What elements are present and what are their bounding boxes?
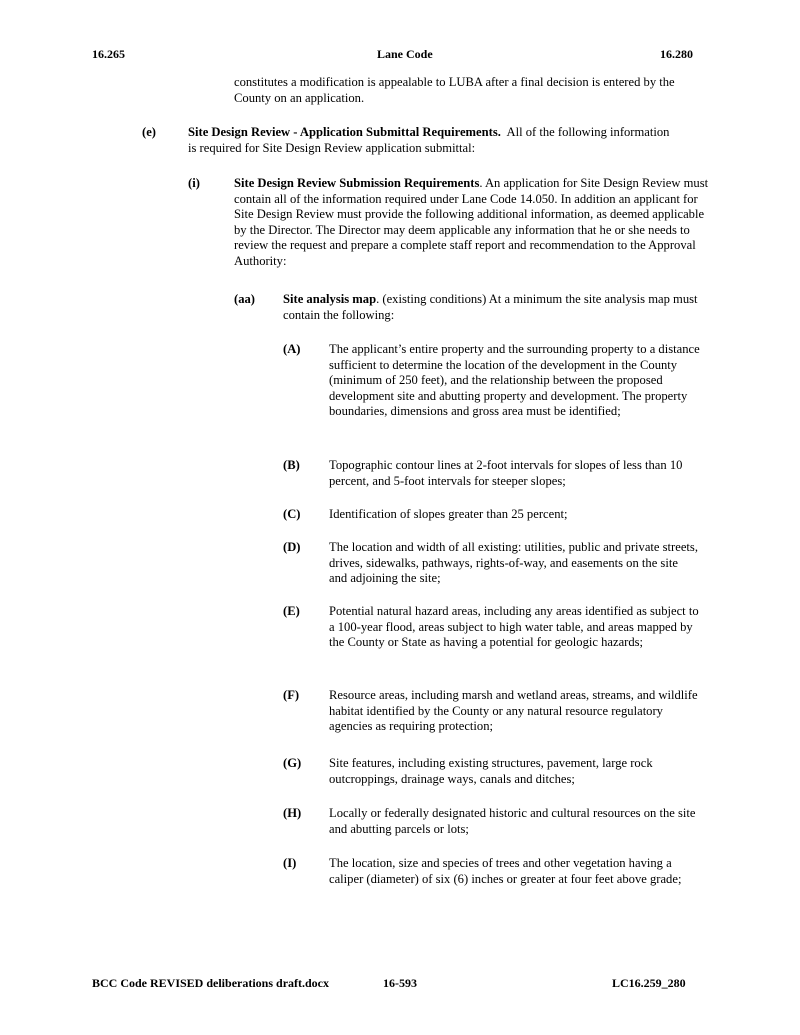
section-aa-title: Site analysis map [283,292,377,306]
item-h-label: (H) [283,806,302,820]
item-c-text: Identification of slopes greater than 25 percent; [329,507,568,521]
item-d-label: (D) [283,540,301,554]
footer-filename: BCC Code REVISED deliberations draft.docx [92,976,330,990]
header-section-end: 16.280 [660,47,693,61]
intro-paragraph: constitutes a modification is appealable to LUBA after a final decision is entered by the County on an application. [234,75,675,105]
section-e-paragraph [188,125,678,156]
item-b-label: (B) [283,458,300,472]
section-e-label: (e) [142,125,156,139]
section-i-paragraph [234,176,710,269]
item-a-label: (A) [283,342,301,356]
item-f-label: (F) [283,688,300,702]
section-aa-text: . (existing conditions) At a minimum the site analysis map must contain the following: [283,292,698,322]
section-aa-paragraph [283,292,707,323]
item-a-text: The applicant’s entire property and the surrounding property to a distance sufficient to determine the location of the development in the County (minimum of 250 feet), and the relationship between the proposed development site and abutting property and development. The property boundaries, dimensions and gross area must be identified; [329,342,700,418]
section-i-title: Site Design Review Submission Requirements [234,176,480,190]
item-i-label: (I) [283,856,297,870]
section-e-text: All of the following information is required for Site Design Review application submittal: [188,125,670,155]
item-h-text: Locally or federally designated historic and cultural resources on the site and abutting parcels or lots; [329,806,696,836]
footer-page-number: 16-593 [383,976,417,990]
section-i-text: . An application for Site Design Review must contain all of the information required under Lane Code 14.050. In addition an applicant for Site Design Review must provide the following additional information, as deemed applicable by the Director. The Director may deem applicable any information that he or she needs to review the request and prepare a complete staff report and recommendation to the Approval Authority: [234,176,709,268]
item-f-text: Resource areas, including marsh and wetland areas, streams, and wildlife habitat identified by the County or any natural resource regulatory agencies as requiring protection; [329,688,698,733]
item-c-label: (C) [283,507,301,521]
footer-code-range: LC16.259_280 [612,976,686,990]
header-section-start: 16.265 [92,47,125,61]
header-title: Lane Code [377,47,433,61]
item-e-text: Potential natural hazard areas, including any areas identified as subject to a 100-year flood, areas subject to high water table, and areas mapped by the County or State as having a potential for geologic hazards; [329,604,699,649]
item-i-text: The location, size and species of trees and other vegetation having a caliper (diameter) of six (6) inches or greater at four feet above grade; [329,856,682,886]
item-d-text: The location and width of all existing: utilities, public and private streets, drives, sidewalks, pathways, rights-of-way, and easements on the site and adjoining the site; [329,540,698,585]
item-g-text: Site features, including existing structures, pavement, large rock outcroppings, drainage ways, canals and ditches; [329,756,653,786]
section-aa-label: (aa) [234,292,255,306]
item-b-text: Topographic contour lines at 2-foot intervals for slopes of less than 10 percent, and 5-foot intervals for steeper slopes; [329,458,683,488]
section-i-label: (i) [188,176,200,190]
item-g-label: (G) [283,756,302,770]
item-e-label: (E) [283,604,300,618]
section-e-title: Site Design Review - Application Submittal Requirements. [188,125,501,139]
